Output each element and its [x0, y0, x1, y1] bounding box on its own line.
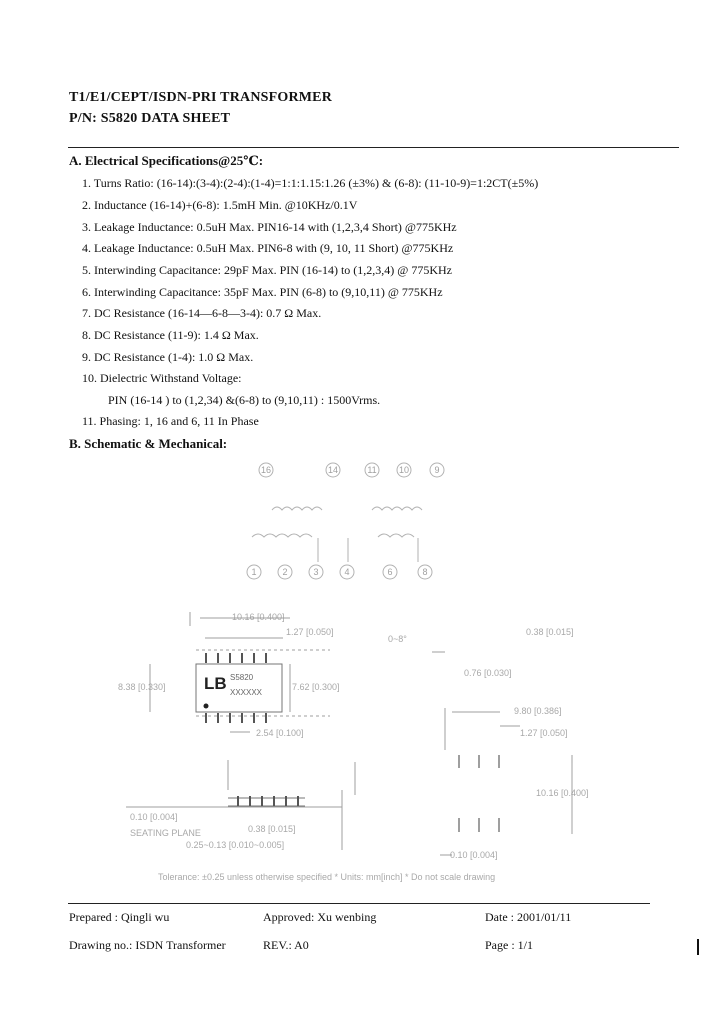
drawing-number: Drawing no.: ISDN Transformer [69, 938, 226, 952]
part-number-title: P/N: S5820 DATA SHEET [69, 111, 231, 126]
pin-label: 1 [251, 567, 257, 577]
spec-item: 9. DC Resistance (1-4): 1.0 Ω Max. [82, 350, 254, 364]
section-a-heading: A. Electrical Specifications@25℃: [69, 153, 264, 168]
pin-label: 11 [367, 465, 377, 475]
primary-winding [252, 534, 312, 537]
pin-label: 3 [313, 567, 319, 577]
dim-label: 0.25~0.13 [0.010~0.005] [186, 840, 285, 850]
pin-label: 14 [327, 465, 339, 475]
pin-label: 2 [282, 567, 288, 577]
pin-label: 6 [387, 567, 393, 577]
schematic-mechanical-drawing [0, 450, 720, 890]
secondary-coil [372, 507, 422, 510]
dim-label: 0.10 [0.004] [450, 850, 498, 860]
document-title: T1/E1/CEPT/ISDN-PRI TRANSFORMER [69, 90, 333, 105]
footer-divider [68, 903, 650, 904]
primary-coil [272, 507, 322, 510]
pin-label: 4 [344, 567, 350, 577]
dim-label: 10.16 [0.400] [232, 612, 285, 622]
approved-by: Approved: Xu wenbing [263, 910, 377, 924]
document-date: Date : 2001/01/11 [485, 910, 572, 924]
spec-item: 5. Interwinding Capacitance: 29pF Max. PIN (16-14) to (1,2,3,4) @ 775KHz [82, 263, 452, 277]
dim-label: 0.10 [0.004] [130, 812, 178, 822]
spec-item: 7. DC Resistance (16-14—6-8—3-4): 0.7 Ω Max. [82, 306, 322, 320]
dim-label: 1.27 [0.050] [286, 627, 334, 637]
spec-item: 6. Interwinding Capacitance: 35pF Max. PIN (6-8) to (9,10,11) @ 775KHz [82, 285, 443, 299]
spec-item: 3. Leakage Inductance: 0.5uH Max. PIN16-14 with (1,2,3,4 Short) @775KHz [82, 220, 457, 234]
dim-label: 8.38 [0.330] [118, 682, 166, 692]
dim-label: 9.80 [0.386] [514, 706, 562, 716]
edge-mark [697, 939, 699, 955]
section-b-heading: B. Schematic & Mechanical: [69, 436, 228, 451]
schematic [247, 463, 444, 579]
dim-label: 0.38 [0.015] [248, 824, 296, 834]
chip-marking: S5820 [230, 673, 254, 682]
spec-item: 8. DC Resistance (11-9): 1.4 Ω Max. [82, 328, 259, 342]
chip-logo: LB [204, 674, 227, 693]
secondary-winding [378, 534, 414, 537]
dim-label: 0~8° [388, 634, 407, 644]
spec-item: 1. Turns Ratio: (16-14):(3-4):(2-4):(1-4)=1:1:1.15:1.26 (±3%) & (6-8): (11-10-9)=1:2CT(±5%) [82, 176, 539, 190]
schematic-pin-labels [251, 465, 439, 577]
dimension-labels [118, 612, 589, 882]
dim-label: 0.76 [0.030] [464, 668, 512, 678]
dim-label: 1.27 [0.050] [520, 728, 568, 738]
page-number: Page : 1/1 [485, 938, 533, 952]
pin1-marker [204, 704, 209, 709]
chip-marking: XXXXXX [230, 688, 263, 697]
spec-item-continuation: PIN (16-14 ) to (1,2,34) &(6-8) to (9,10,11) : 1500Vrms. [108, 393, 381, 407]
dim-label: 0.38 [0.015] [526, 627, 574, 637]
dim-label: SEATING PLANE [130, 828, 201, 838]
prepared-by: Prepared : Qingli wu [69, 910, 170, 924]
tolerance-note: Tolerance: ±0.25 unless otherwise specified * Units: mm[inch] * Do not scale drawing [158, 872, 496, 882]
spec-item: 10. Dielectric Withstand Voltage: [82, 371, 242, 385]
dim-label: 7.62 [0.300] [292, 682, 340, 692]
revision: REV.: A0 [263, 938, 309, 952]
header-divider [68, 147, 679, 148]
pin-label: 16 [260, 465, 272, 475]
package-side-views [126, 652, 572, 855]
dim-label: 2.54 [0.100] [256, 728, 304, 738]
spec-item: 4. Leakage Inductance: 0.5uH Max. PIN6-8 with (9, 10, 11 Short) @775KHz [82, 241, 454, 255]
spec-item: 11. Phasing: 1, 16 and 6, 11 In Phase [82, 414, 259, 428]
pin-label: 10 [398, 465, 410, 475]
pin-label: 9 [434, 465, 440, 475]
dim-label: 10.16 [0.400] [536, 788, 589, 798]
pin-label: 8 [422, 567, 428, 577]
spec-item: 2. Inductance (16-14)+(6-8): 1.5mH Min. @10KHz/0.1V [82, 198, 358, 212]
